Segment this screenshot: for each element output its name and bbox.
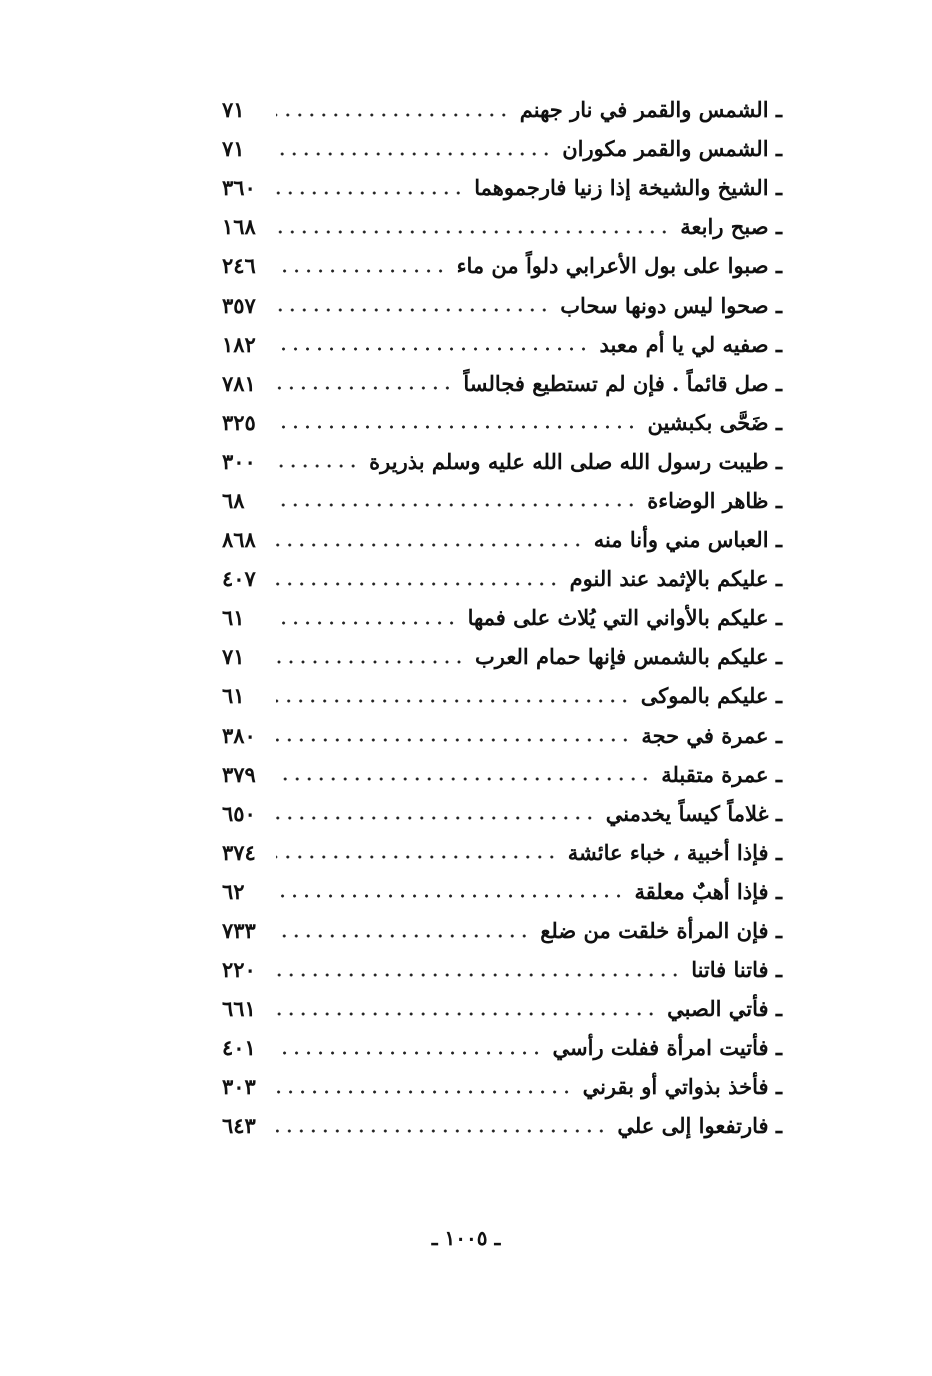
entry-page-number: ٦٦١ xyxy=(222,996,256,1022)
entry-page-number: ٣٢٥ xyxy=(222,409,256,435)
entry-text: ـ صحوا ليس دونها سحاب xyxy=(560,292,782,318)
entry-page-number: ٦١ xyxy=(222,683,245,709)
dot-leader xyxy=(276,776,651,782)
index-entry xyxy=(222,716,782,755)
index-entry xyxy=(222,364,782,403)
entry-text: ـ ظاهر الوضاءة xyxy=(647,487,782,513)
entry-page-number: ٧١ xyxy=(222,644,245,670)
index-entry xyxy=(222,637,782,676)
dot-leader xyxy=(276,659,465,665)
entry-text: ـ صبوا على بول الأعرابي دلواً من ماء xyxy=(456,253,782,279)
dot-leader xyxy=(276,112,510,118)
index-entry xyxy=(222,246,782,285)
entry-page-number: ١٨٢ xyxy=(222,331,256,357)
dot-leader xyxy=(276,268,447,274)
dot-leader xyxy=(276,893,625,899)
entry-page-number: ٢٢٠ xyxy=(222,957,256,983)
entry-page-number: ٣٥٧ xyxy=(222,292,256,318)
entry-text: ـ صبح رابعة xyxy=(680,214,782,240)
entry-page-number: ٢٤٦ xyxy=(222,253,256,279)
entry-text: ـ فأتيت امرأة ففلت رأسي xyxy=(552,1035,782,1061)
dot-leader xyxy=(276,346,590,352)
index-entry xyxy=(222,207,782,246)
entry-page-number: ٣٨٠ xyxy=(222,722,256,748)
entry-page-number: ٤٠٧ xyxy=(222,566,256,592)
index-entry xyxy=(222,325,782,364)
entry-text: ـ عليكم بالأواني التي يُلاث على فمها xyxy=(467,605,782,631)
entry-text: ـ الشمس والقمر في نار جهنم xyxy=(519,97,782,123)
index-entry xyxy=(222,442,782,481)
dot-leader xyxy=(276,424,637,430)
index-entry xyxy=(222,403,782,442)
hadith-index-list xyxy=(222,90,782,1146)
dot-leader xyxy=(276,502,637,508)
dot-leader xyxy=(276,542,584,548)
index-entry xyxy=(222,755,782,794)
index-entry xyxy=(222,911,782,950)
dot-leader xyxy=(276,229,670,235)
entry-text: ـ صل قائماً . فإن لم تستطيع فجالساً xyxy=(463,370,782,396)
entry-page-number: ٦١ xyxy=(222,605,245,631)
dot-leader xyxy=(276,1050,543,1056)
index-entry xyxy=(222,872,782,911)
entry-page-number: ٣٠٣ xyxy=(222,1074,256,1100)
entry-page-number: ٧٨١ xyxy=(222,370,256,396)
dot-leader xyxy=(276,190,464,196)
dot-leader xyxy=(276,737,631,743)
entry-text: ـ عمرة في حجة xyxy=(641,722,782,748)
entry-page-number: ٧١ xyxy=(222,97,245,123)
entry-page-number: ١٦٨ xyxy=(222,214,256,240)
entry-page-number: ٦٤٣ xyxy=(222,1113,256,1139)
entry-page-number: ٣٠٠ xyxy=(222,448,256,474)
entry-text: ـ صفيه لي يا أم معبد xyxy=(599,331,782,357)
dot-leader xyxy=(276,307,550,313)
index-entry xyxy=(222,1067,782,1106)
entry-page-number: ٦٨ xyxy=(222,487,245,513)
page-number-footer: ـ ١٠٠٥ ـ xyxy=(431,1226,501,1250)
entry-text: ـ فإن المرأة خلقت من ضلع xyxy=(540,918,782,944)
entry-text: ـ ضَحَّى بكبشين xyxy=(647,409,782,435)
index-entry xyxy=(222,1028,782,1067)
index-entry xyxy=(222,168,782,207)
dot-leader xyxy=(276,620,458,626)
entry-text: ـ فإذا أهبٌ معلقة xyxy=(634,878,782,904)
index-entry xyxy=(222,520,782,559)
entry-text: ـ فإذا أخبية ، خباء عائشة xyxy=(567,839,782,865)
entry-page-number: ٤٠١ xyxy=(222,1035,256,1061)
dot-leader xyxy=(276,972,681,978)
entry-page-number: ٨٦٨ xyxy=(222,527,256,553)
dot-leader xyxy=(276,1011,657,1017)
dot-leader xyxy=(276,581,560,587)
dot-leader xyxy=(276,463,359,469)
index-entry xyxy=(222,989,782,1028)
index-entry xyxy=(222,559,782,598)
index-entry xyxy=(222,598,782,637)
dot-leader xyxy=(276,933,530,939)
index-entry xyxy=(222,129,782,168)
index-entry xyxy=(222,950,782,989)
dot-leader xyxy=(276,1089,573,1095)
entry-page-number: ٣٧٩ xyxy=(222,761,256,787)
index-entry xyxy=(222,794,782,833)
entry-text: ـ الشمس والقمر مكوران xyxy=(562,136,782,162)
entry-text: ـ عليكم بالموكى xyxy=(640,683,782,709)
index-entry xyxy=(222,1106,782,1145)
index-entry xyxy=(222,676,782,715)
dot-leader xyxy=(276,854,558,860)
index-entry xyxy=(222,285,782,324)
dot-leader xyxy=(276,151,552,157)
entry-text: ـ طيبت رسول الله صلى الله عليه وسلم بذريرة xyxy=(369,448,782,474)
entry-text: ـ عمرة متقبلة xyxy=(661,761,782,787)
entry-page-number: ٦٢ xyxy=(222,878,245,904)
entry-text: ـ فارتفعوا إلى علي xyxy=(617,1113,782,1139)
entry-text: ـ الشيخ والشيخة إذا زنيا فارجموهما xyxy=(474,175,782,201)
index-entry xyxy=(222,833,782,872)
dot-leader xyxy=(276,385,453,391)
dot-leader xyxy=(276,698,631,704)
dot-leader xyxy=(276,1128,607,1134)
entry-page-number: ٧٣٣ xyxy=(222,918,256,944)
entry-text: ـ عليكم بالإثمد عند النوم xyxy=(569,566,782,592)
index-entry xyxy=(222,90,782,129)
entry-text: ـ غلاماً كيساً يخدمني xyxy=(605,800,782,826)
dot-leader xyxy=(276,815,596,821)
entry-page-number: ٧١ xyxy=(222,136,245,162)
entry-text: ـ فأخذ بذواتي أو بقرني xyxy=(582,1074,782,1100)
entry-text: ـ فاتنا فاتنا xyxy=(691,957,782,983)
entry-page-number: ٣٦٠ xyxy=(222,175,256,201)
entry-page-number: ٦٥٠ xyxy=(222,800,256,826)
entry-page-number: ٣٧٤ xyxy=(222,839,256,865)
entry-text: ـ العباس مني وأنا منه xyxy=(593,527,782,553)
entry-text: ـ عليكم بالشمس فإنها حمام العرب xyxy=(475,644,782,670)
entry-text: ـ فأتي الصبي xyxy=(667,996,782,1022)
index-entry xyxy=(222,481,782,520)
